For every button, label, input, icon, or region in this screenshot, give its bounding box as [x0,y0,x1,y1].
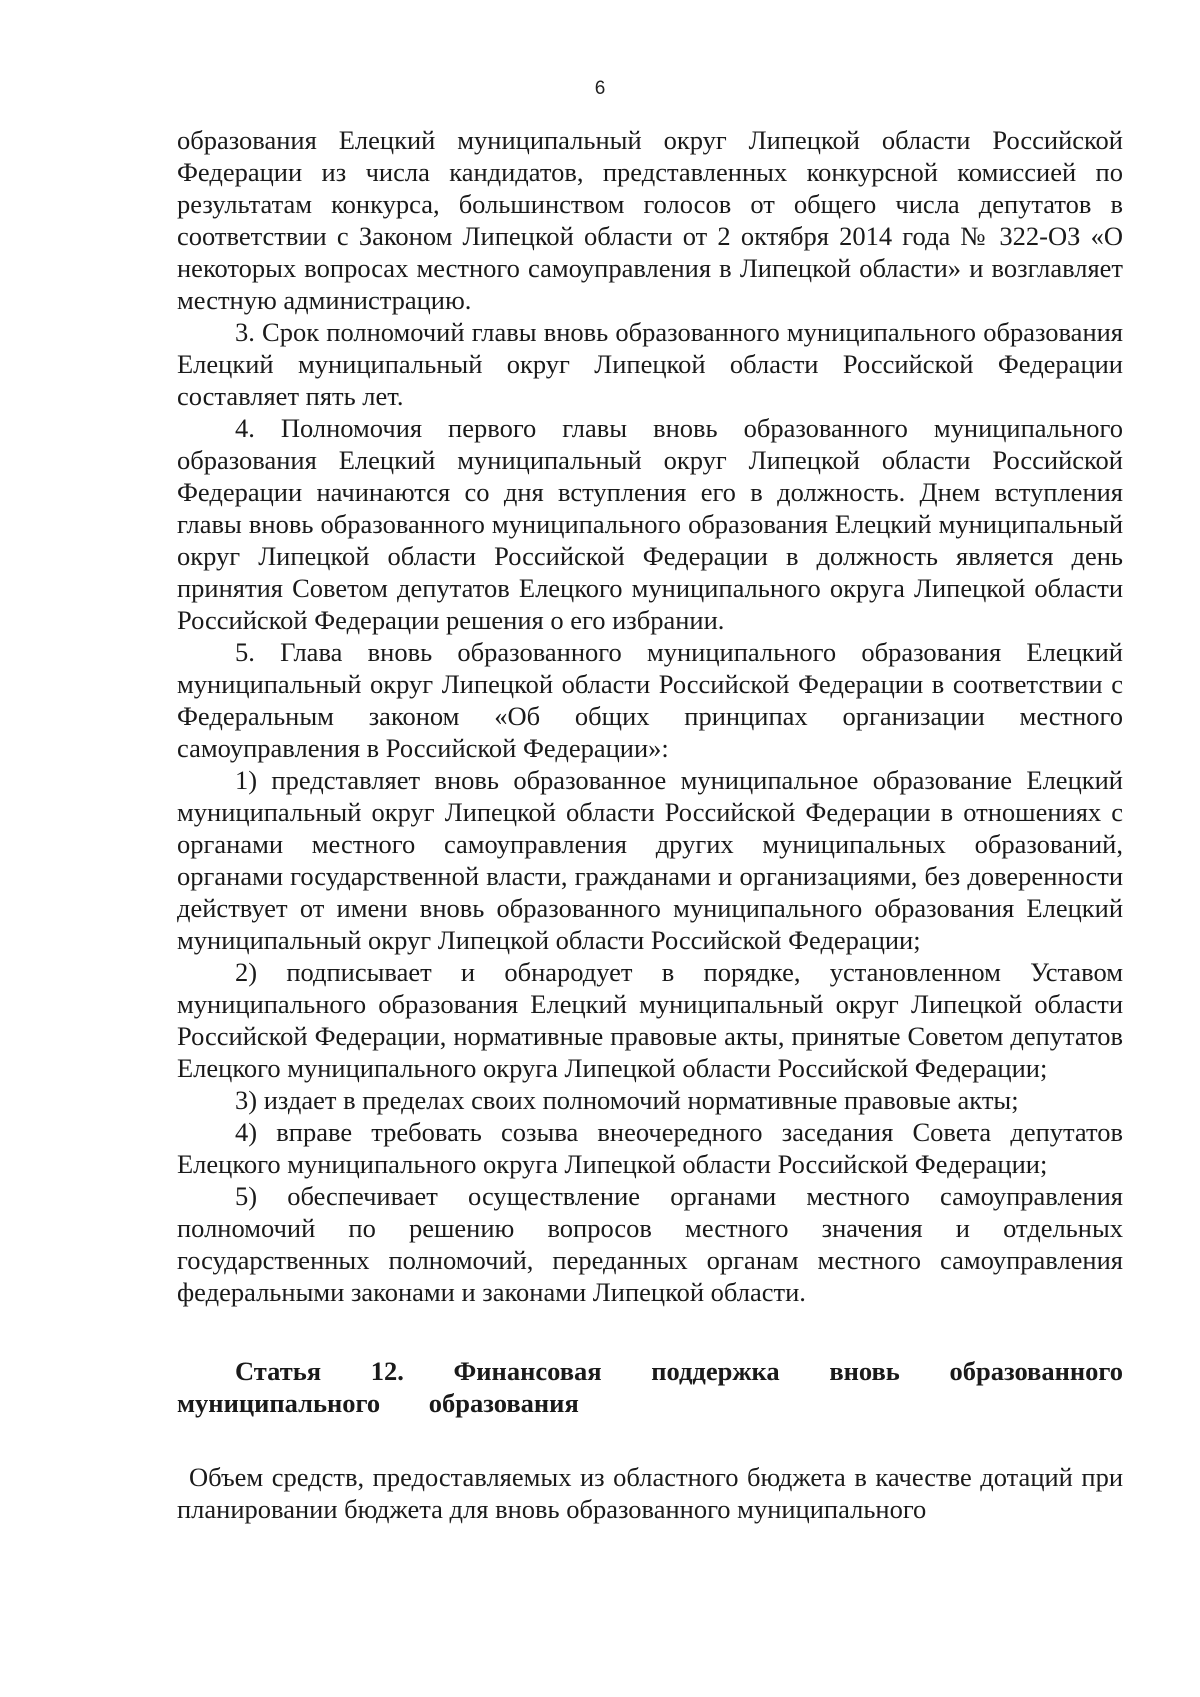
article-heading [177,1355,1123,1419]
document-body [177,124,1123,1525]
article-label: Статья 12. [235,1356,404,1386]
paragraph-item-4: 4. Полномочия первого главы вновь образованного муниципального образования Елецкий муниципальный округ Липецкой области Российской Федерации начинаются со дня вступления его в должность. Днем вступления главы вновь образованного муниципального образования Елецкий муниципальный округ Липецкой области Российской Федерации в должность является день принятия Советом депутатов Елецкого муниципального округа Липецкой области Российской Федерации решения о его избрании. [177,413,1123,635]
paragraph-item-3: 3. Срок полномочий главы вновь образованного муниципального образования Елецкий муниципальный округ Липецкой области Российской Федерации составляет пять лет. [177,317,1123,411]
subitem-2: 2) подписывает и обнародует в порядке, установленном Уставом муниципального образования Елецкий муниципальный округ Липецкой области Российской Федерации, нормативные правовые акты, принятые Советом депутатов Елецкого муниципального округа Липецкой области Российской Федерации; [177,957,1123,1083]
paragraph-continuation: образования Елецкий муниципальный округ Липецкой области Российской Федерации из числа кандидатов, представленных конкурсной комиссией по результатам конкурса, большинством голосов от общего числа депутатов в соответствии с Законом Липецкой области от 2 октября 2014 года № 322-ОЗ «О некоторых вопросах местного самоуправления в Липецкой области» и возглавляет местную администрацию. [177,125,1123,315]
article-title: Финансовая поддержка вновь образованного муниципального образования [177,1356,1124,1418]
subitem-4: 4) вправе требовать созыва внеочередного заседания Совета депутатов Елецкого муниципального округа Липецкой области Российской Федерации; [177,1117,1123,1179]
paragraph-item-5: 5. Глава вновь образованного муниципального образования Елецкий муниципальный округ Липецкой области Российской Федерации в соответствии с Федеральным законом «Об общих принципах организации местного самоуправления в Российской Федерации»: [177,637,1123,763]
article-paragraph: Объем средств, предоставляемых из областного бюджета в качестве дотаций при планировании бюджета для вновь образованного муниципального [177,1462,1123,1524]
subitem-1: 1) представляет вновь образованное муниципальное образование Елецкий муниципальный округ Липецкой области Российской Федерации в отношениях с органами местного самоуправления других муниципальных образований, органами государственной власти, гражданами и организациями, без доверенности действует от имени вновь образованного муниципального образования Елецкий муниципальный округ Липецкой области Российской Федерации; [177,765,1123,955]
subitem-5: 5) обеспечивает осуществление органами местного самоуправления полномочий по решению вопросов местного значения и отдельных государственных полномочий, переданных органам местного самоуправления федеральными законами и законами Липецкой области. [177,1181,1123,1307]
page-number: 6 [594,78,606,99]
subitem-3: 3) издает в пределах своих полномочий нормативные правовые акты; [235,1085,1019,1115]
